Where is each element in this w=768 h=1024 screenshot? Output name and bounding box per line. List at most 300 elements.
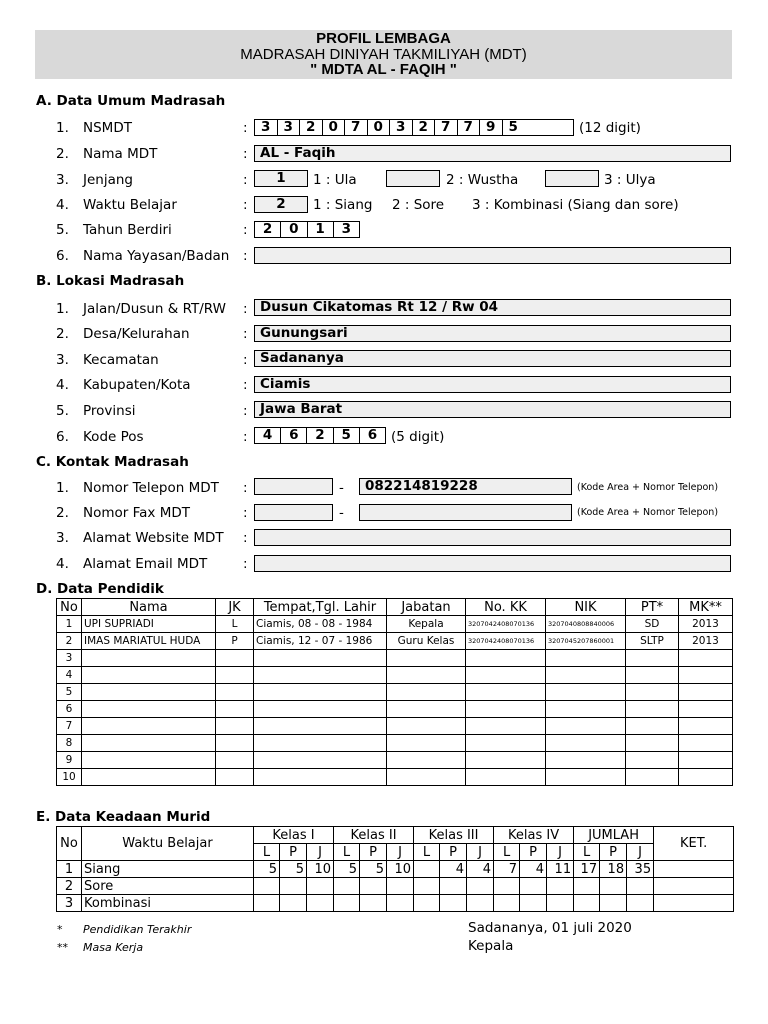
jenjang-box-2[interactable]: [386, 170, 440, 187]
table-cell[interactable]: [334, 895, 360, 912]
col-subheader: L: [414, 844, 440, 861]
table-cell[interactable]: 5: [57, 684, 82, 701]
table-cell[interactable]: 35: [627, 861, 654, 878]
kodepos-label: Kode Pos: [83, 429, 144, 445]
table-cell[interactable]: 18: [600, 861, 627, 878]
table-cell[interactable]: [627, 895, 654, 912]
desa-field[interactable]: Gunungsari: [254, 325, 731, 342]
table-row: [57, 878, 734, 895]
table-cell[interactable]: [679, 701, 733, 718]
website-field[interactable]: [254, 529, 731, 546]
telepon-field[interactable]: 082214819228: [359, 478, 572, 495]
colon: :: [243, 222, 248, 238]
table-cell[interactable]: [254, 878, 280, 895]
col-header: Jabatan: [387, 599, 466, 616]
col-header-ket: KET.: [654, 827, 734, 861]
table-cell[interactable]: [82, 650, 216, 667]
table-cell[interactable]: 5: [360, 861, 387, 878]
table-cell[interactable]: SLTP: [626, 633, 679, 650]
table-cell[interactable]: [679, 667, 733, 684]
jenjang-option-3: 3 : Ulya: [604, 172, 656, 188]
doc-subtitle: MADRASAH DINIYAH TAKMILIYAH (MDT): [240, 45, 527, 63]
table-cell[interactable]: 3: [57, 650, 82, 667]
table-cell[interactable]: 4: [440, 861, 467, 878]
table-cell[interactable]: [387, 769, 466, 786]
table-cell[interactable]: [82, 667, 216, 684]
note-2-mark: **: [57, 941, 68, 954]
dash: -: [339, 505, 344, 521]
col-header: No: [57, 599, 82, 616]
table-cell[interactable]: 3207045207860001: [546, 633, 626, 650]
table-cell[interactable]: Kombinasi: [82, 895, 254, 912]
col-header-jumlah: JUMLAH: [574, 827, 654, 844]
jenjang-label: Jenjang: [83, 172, 133, 188]
colon: :: [243, 197, 248, 213]
colon: :: [243, 120, 248, 136]
yayasan-label: Nama Yayasan/Badan: [83, 248, 230, 264]
table-row: [57, 701, 733, 718]
note-2-text: Masa Kerja: [83, 941, 144, 954]
digit: 1: [308, 222, 334, 237]
document-header: [35, 30, 732, 79]
table-row: [57, 650, 733, 667]
col-header-no: No: [57, 827, 82, 861]
table-cell[interactable]: [467, 878, 494, 895]
colon: :: [243, 352, 248, 368]
table-cell[interactable]: 3207040808840006: [546, 616, 626, 633]
waktu-number: 4.: [56, 197, 69, 213]
table-cell[interactable]: [254, 735, 387, 752]
colon: :: [243, 505, 248, 521]
table-cell[interactable]: 9: [57, 752, 82, 769]
email-label: Alamat Email MDT: [83, 556, 208, 572]
telepon-number: 1.: [56, 480, 69, 496]
table-cell[interactable]: 10: [307, 861, 334, 878]
digit: 2: [255, 222, 281, 237]
col-subheader: J: [467, 844, 494, 861]
table-cell[interactable]: [466, 769, 546, 786]
table-cell[interactable]: [280, 895, 307, 912]
table-cell[interactable]: [387, 878, 414, 895]
kabupaten-label: Kabupaten/Kota: [83, 377, 191, 393]
nama-label: Nama MDT: [83, 146, 158, 162]
table-cell[interactable]: 10: [387, 861, 414, 878]
table-cell[interactable]: Guru Kelas: [387, 633, 466, 650]
nsmdt-label: NSMDT: [83, 120, 132, 136]
note-1-text: Pendidikan Terakhir: [83, 923, 192, 936]
telepon-label: Nomor Telepon MDT: [83, 480, 219, 496]
table-cell[interactable]: [414, 861, 440, 878]
digit: 4: [255, 428, 281, 443]
table-cell[interactable]: [679, 650, 733, 667]
table-cell[interactable]: [679, 684, 733, 701]
table-cell[interactable]: [679, 735, 733, 752]
table-cell[interactable]: 2013: [679, 616, 733, 633]
col-header: PT*: [626, 599, 679, 616]
colon: :: [243, 172, 248, 188]
colon: :: [243, 146, 248, 162]
murid-table: [56, 826, 734, 912]
table-cell[interactable]: [254, 752, 387, 769]
fax-field[interactable]: [359, 504, 572, 521]
table-cell[interactable]: [679, 769, 733, 786]
table-cell[interactable]: [600, 895, 627, 912]
colon: :: [243, 301, 248, 317]
table-cell[interactable]: [216, 735, 254, 752]
table-cell[interactable]: [626, 718, 679, 735]
fax-area-field[interactable]: [254, 504, 333, 521]
table-cell[interactable]: Sore: [82, 878, 254, 895]
table-cell[interactable]: SD: [626, 616, 679, 633]
digit: 5: [503, 120, 525, 135]
section-c-title: C. Kontak Madrasah: [36, 454, 189, 470]
table-cell[interactable]: 11: [547, 861, 574, 878]
table-cell[interactable]: [466, 735, 546, 752]
table-cell[interactable]: 1: [57, 616, 82, 633]
table-cell[interactable]: [626, 684, 679, 701]
digit: 2: [413, 120, 436, 135]
table-cell[interactable]: [626, 701, 679, 718]
digit: 7: [345, 120, 368, 135]
table-cell[interactable]: [547, 895, 574, 912]
table-cell[interactable]: Kepala: [387, 616, 466, 633]
colon: :: [243, 403, 248, 419]
table-cell[interactable]: 7: [57, 718, 82, 735]
table-cell[interactable]: [466, 718, 546, 735]
table-cell[interactable]: [546, 735, 626, 752]
section-d-title: D. Data Pendidik: [36, 581, 164, 597]
table-cell[interactable]: 5: [280, 861, 307, 878]
table-row: [57, 667, 733, 684]
table-cell[interactable]: [307, 878, 334, 895]
signer-role: Kepala: [468, 938, 514, 954]
table-cell[interactable]: [546, 769, 626, 786]
table-cell[interactable]: 3207042408070136: [466, 616, 546, 633]
table-cell[interactable]: 2013: [679, 633, 733, 650]
table-cell[interactable]: [679, 718, 733, 735]
table-cell[interactable]: [546, 701, 626, 718]
jenjang-number: 3.: [56, 172, 69, 188]
col-header: NIK: [546, 599, 626, 616]
doc-title: PROFIL LEMBAGA: [316, 30, 451, 47]
table-cell[interactable]: [82, 718, 216, 735]
kabupaten-number: 4.: [56, 377, 69, 393]
digit: 9: [480, 120, 503, 135]
tahun-number: 5.: [56, 222, 69, 238]
table-cell[interactable]: [626, 752, 679, 769]
table-cell[interactable]: UPI SUPRIADI: [82, 616, 216, 633]
table-cell[interactable]: [546, 718, 626, 735]
kecamatan-field[interactable]: Sadananya: [254, 350, 731, 367]
website-label: Alamat Website MDT: [83, 530, 224, 546]
nama-field[interactable]: AL - Faqih: [254, 145, 731, 162]
table-cell[interactable]: 4: [467, 861, 494, 878]
table-cell[interactable]: 7: [494, 861, 520, 878]
place-date: Sadananya, 01 juli 2020: [468, 920, 632, 936]
kodepos-digits[interactable]: [254, 427, 386, 444]
table-cell[interactable]: 2: [57, 633, 82, 650]
table-cell[interactable]: [387, 735, 466, 752]
table-cell[interactable]: [307, 895, 334, 912]
table-cell[interactable]: [574, 878, 600, 895]
col-subheader: P: [520, 844, 547, 861]
table-cell[interactable]: [254, 701, 387, 718]
table-cell[interactable]: [360, 878, 387, 895]
digit: 7: [435, 120, 458, 135]
table-cell[interactable]: [440, 895, 467, 912]
table-cell[interactable]: [466, 667, 546, 684]
digit: 5: [334, 428, 360, 443]
table-cell[interactable]: [216, 650, 254, 667]
digit: 7: [458, 120, 481, 135]
jalan-label: Jalan/Dusun & RT/RW: [83, 301, 226, 317]
colon: :: [243, 248, 248, 264]
table-cell[interactable]: [654, 895, 734, 912]
table-row: [57, 895, 734, 912]
jalan-number: 1.: [56, 301, 69, 317]
digit: 6: [360, 428, 385, 443]
section-b-title: B. Lokasi Madrasah: [36, 273, 185, 289]
jenjang-option-2: 2 : Wustha: [446, 172, 519, 188]
waktu-field[interactable]: 2: [254, 196, 308, 213]
jalan-field[interactable]: Dusun Cikatomas Rt 12 / Rw 04: [254, 299, 731, 316]
colon: :: [243, 480, 248, 496]
table-cell[interactable]: 3207042408070136: [466, 633, 546, 650]
waktu-option-2: 2 : Sore: [392, 197, 445, 213]
email-field[interactable]: [254, 555, 731, 572]
nsmdt-number: 1.: [56, 120, 69, 136]
table-cell[interactable]: P: [216, 633, 254, 650]
table-cell[interactable]: [280, 878, 307, 895]
table-cell[interactable]: [467, 895, 494, 912]
desa-label: Desa/Kelurahan: [83, 326, 190, 342]
fax-note: (Kode Area + Nomor Telepon): [577, 507, 719, 518]
table-cell[interactable]: 4: [520, 861, 547, 878]
col-subheader: P: [600, 844, 627, 861]
table-cell[interactable]: Siang: [82, 861, 254, 878]
colon: :: [243, 429, 248, 445]
digit: 3: [334, 222, 359, 237]
table-cell[interactable]: [387, 667, 466, 684]
table-cell[interactable]: [654, 878, 734, 895]
telepon-note: (Kode Area + Nomor Telepon): [577, 482, 719, 493]
col-subheader: L: [494, 844, 520, 861]
colon: :: [243, 556, 248, 572]
col-header-kelas: Kelas III: [414, 827, 494, 844]
dash: -: [339, 480, 344, 496]
table-header-row: [57, 827, 734, 844]
nsmdt-digits[interactable]: [254, 119, 574, 136]
table-cell[interactable]: [254, 895, 280, 912]
desa-number: 2.: [56, 326, 69, 342]
col-subheader: J: [387, 844, 414, 861]
table-cell[interactable]: 17: [574, 861, 600, 878]
table-cell[interactable]: Ciamis, 08 - 08 - 1984: [254, 616, 387, 633]
table-cell[interactable]: 5: [254, 861, 280, 878]
yayasan-number: 6.: [56, 248, 69, 264]
table-cell[interactable]: [546, 752, 626, 769]
table-row: [57, 861, 734, 878]
table-cell[interactable]: [254, 684, 387, 701]
kodepos-number: 6.: [56, 429, 69, 445]
waktu-option-3: 3 : Kombinasi (Siang dan sore): [472, 197, 679, 213]
table-row: [57, 769, 733, 786]
col-subheader: J: [307, 844, 334, 861]
table-cell[interactable]: 10: [57, 769, 82, 786]
col-header: Tempat,Tgl. Lahir: [254, 599, 387, 616]
table-cell[interactable]: L: [216, 616, 254, 633]
table-cell[interactable]: [82, 701, 216, 718]
col-subheader: L: [254, 844, 280, 861]
digit: 3: [390, 120, 413, 135]
table-cell[interactable]: [626, 735, 679, 752]
table-cell[interactable]: [387, 701, 466, 718]
table-row: [57, 616, 733, 633]
nsmdt-note: (12 digit): [579, 120, 641, 136]
table-cell[interactable]: [360, 895, 387, 912]
table-cell[interactable]: [387, 895, 414, 912]
tahun-label: Tahun Berdiri: [83, 222, 172, 238]
col-subheader: P: [440, 844, 467, 861]
col-subheader: P: [280, 844, 307, 861]
table-row: [57, 684, 733, 701]
col-header: No. KK: [466, 599, 546, 616]
table-cell[interactable]: [216, 667, 254, 684]
digit: 0: [323, 120, 346, 135]
kodepos-note: (5 digit): [391, 429, 445, 445]
table-cell[interactable]: 2: [57, 878, 82, 895]
table-cell[interactable]: [216, 752, 254, 769]
table-cell[interactable]: [254, 650, 387, 667]
digit: 3: [278, 120, 301, 135]
table-cell[interactable]: [387, 650, 466, 667]
table-cell[interactable]: 3: [57, 895, 82, 912]
col-header-waktu: Waktu Belajar: [82, 827, 254, 861]
table-cell[interactable]: [82, 684, 216, 701]
col-header-kelas: Kelas I: [254, 827, 334, 844]
kabupaten-field[interactable]: Ciamis: [254, 376, 731, 393]
jenjang-option-1: 1 : Ula: [313, 172, 357, 188]
col-header: Nama: [82, 599, 216, 616]
colon: :: [243, 377, 248, 393]
table-cell[interactable]: IMAS MARIATUL HUDA: [82, 633, 216, 650]
table-cell[interactable]: [546, 650, 626, 667]
kecamatan-number: 3.: [56, 352, 69, 368]
table-cell[interactable]: [626, 667, 679, 684]
table-cell[interactable]: [600, 878, 627, 895]
table-row: [57, 752, 733, 769]
table-cell[interactable]: 5: [334, 861, 360, 878]
table-cell[interactable]: [82, 769, 216, 786]
table-cell[interactable]: [574, 895, 600, 912]
table-cell[interactable]: [254, 718, 387, 735]
col-subheader: J: [547, 844, 574, 861]
tahun-digits[interactable]: [254, 221, 360, 238]
yayasan-field[interactable]: [254, 247, 731, 264]
digit: 2: [307, 428, 333, 443]
table-cell[interactable]: [82, 735, 216, 752]
col-header-kelas: Kelas IV: [494, 827, 574, 844]
table-cell[interactable]: [654, 861, 734, 878]
note-1-mark: *: [57, 923, 63, 936]
col-header: JK: [216, 599, 254, 616]
col-header-kelas: Kelas II: [334, 827, 414, 844]
table-cell[interactable]: [387, 684, 466, 701]
table-cell[interactable]: 4: [57, 667, 82, 684]
table-row: [57, 735, 733, 752]
col-subheader: P: [360, 844, 387, 861]
col-subheader: L: [574, 844, 600, 861]
nama-number: 2.: [56, 146, 69, 162]
table-header-row: [57, 599, 733, 616]
colon: :: [243, 530, 248, 546]
digit: 0: [281, 222, 307, 237]
table-cell[interactable]: [387, 752, 466, 769]
table-cell[interactable]: [216, 769, 254, 786]
table-cell[interactable]: [254, 667, 387, 684]
table-cell[interactable]: [440, 878, 467, 895]
table-cell[interactable]: [216, 701, 254, 718]
table-cell[interactable]: [387, 718, 466, 735]
digit: 0: [368, 120, 391, 135]
table-cell[interactable]: [626, 650, 679, 667]
table-cell[interactable]: [216, 718, 254, 735]
table-cell[interactable]: [494, 895, 520, 912]
school-name: " MDTA AL - FAQIH ": [310, 61, 457, 78]
table-cell[interactable]: [466, 650, 546, 667]
table-cell[interactable]: [82, 752, 216, 769]
waktu-option-1: 1 : Siang: [313, 197, 373, 213]
table-cell[interactable]: [334, 878, 360, 895]
jenjang-field[interactable]: 1: [254, 170, 308, 187]
table-cell[interactable]: [254, 769, 387, 786]
waktu-label: Waktu Belajar: [83, 197, 177, 213]
table-cell[interactable]: [520, 878, 547, 895]
section-a-title: A. Data Umum Madrasah: [36, 93, 226, 109]
fax-label: Nomor Fax MDT: [83, 505, 190, 521]
table-cell[interactable]: 6: [57, 701, 82, 718]
table-cell[interactable]: [494, 878, 520, 895]
table-cell[interactable]: [547, 878, 574, 895]
section-e-title: E. Data Keadaan Murid: [36, 809, 211, 825]
table-cell[interactable]: [466, 684, 546, 701]
table-cell[interactable]: [414, 895, 440, 912]
table-cell[interactable]: [414, 878, 440, 895]
table-cell[interactable]: [520, 895, 547, 912]
table-cell[interactable]: Ciamis, 12 - 07 - 1986: [254, 633, 387, 650]
telepon-area-field[interactable]: [254, 478, 333, 495]
table-cell[interactable]: 8: [57, 735, 82, 752]
table-cell[interactable]: [546, 667, 626, 684]
table-cell[interactable]: [626, 769, 679, 786]
pendidik-table: [56, 598, 733, 786]
jenjang-box-3[interactable]: [545, 170, 599, 187]
table-cell[interactable]: [679, 752, 733, 769]
col-header: MK**: [679, 599, 733, 616]
col-subheader: J: [627, 844, 654, 861]
colon: :: [243, 326, 248, 342]
table-cell[interactable]: [627, 878, 654, 895]
table-cell[interactable]: [216, 684, 254, 701]
table-cell[interactable]: [546, 684, 626, 701]
table-cell[interactable]: 1: [57, 861, 82, 878]
provinsi-field[interactable]: Jawa Barat: [254, 401, 731, 418]
email-number: 4.: [56, 556, 69, 572]
table-cell[interactable]: [466, 752, 546, 769]
table-cell[interactable]: [466, 701, 546, 718]
kecamatan-label: Kecamatan: [83, 352, 159, 368]
digit: 6: [281, 428, 307, 443]
